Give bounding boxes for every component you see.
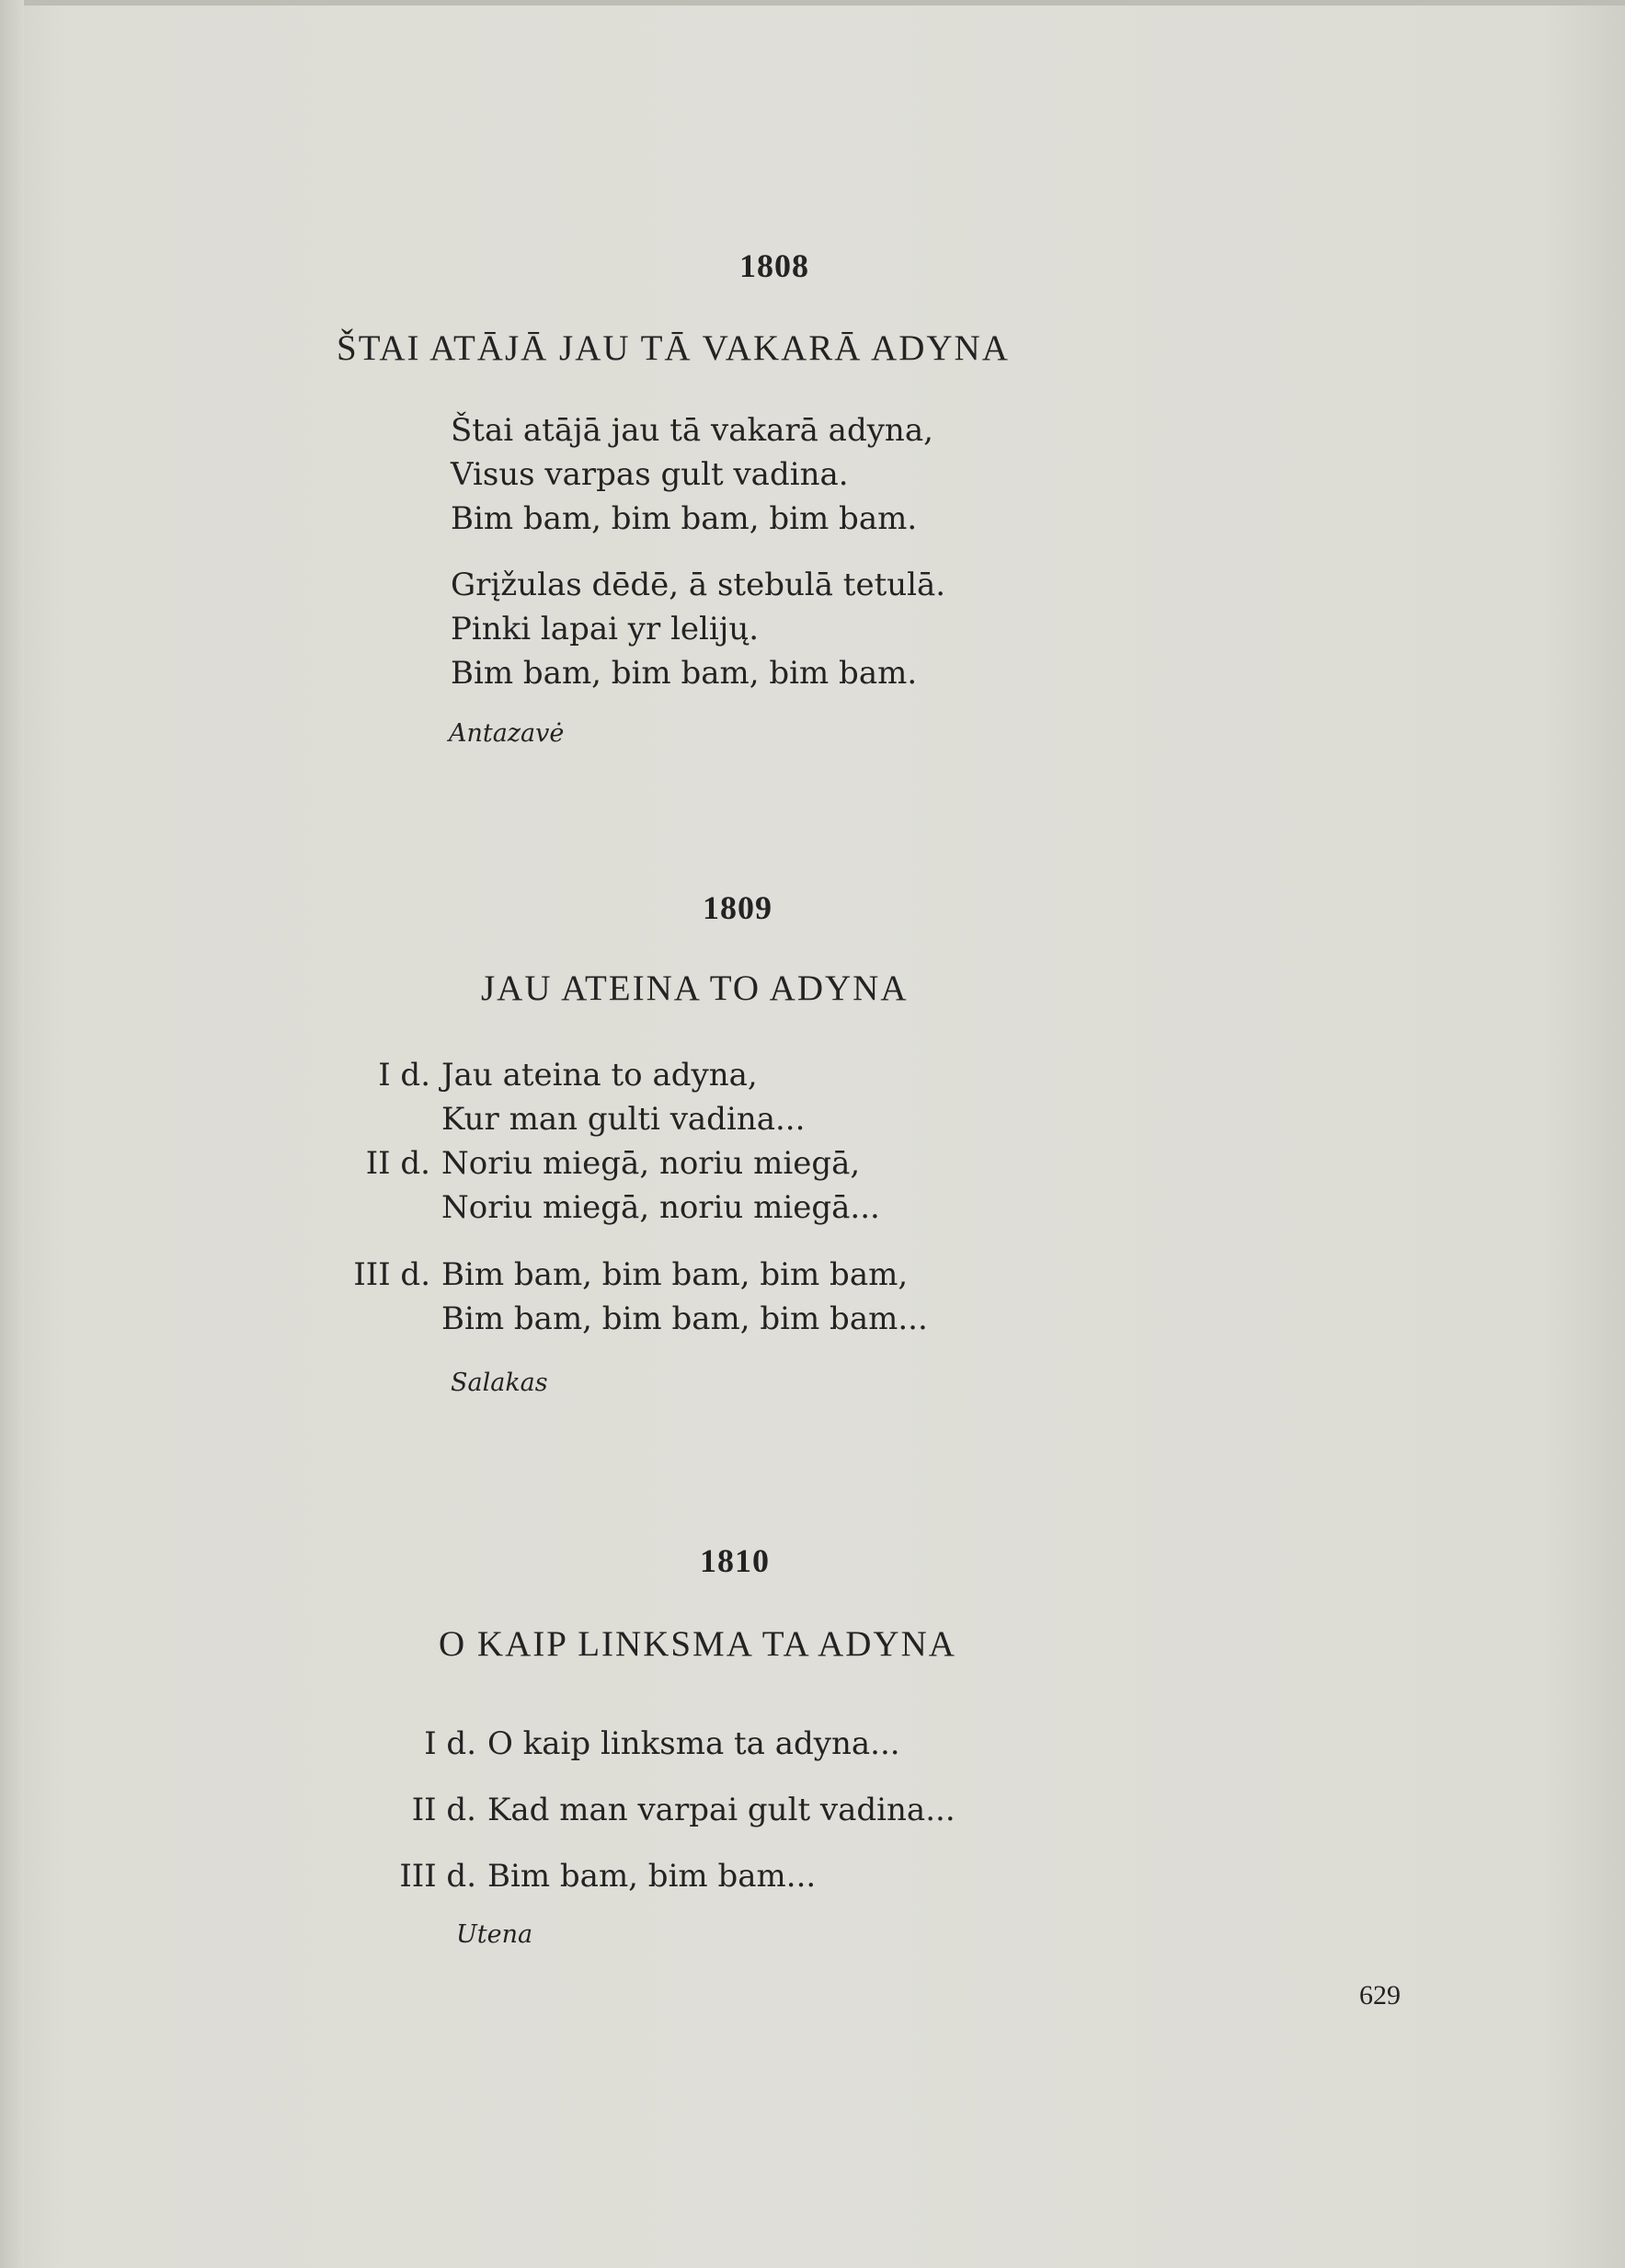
verse-text: Noriu miegā, noriu miegā...	[441, 1189, 880, 1226]
verse-text: Kur man gulti vadina...	[441, 1101, 806, 1138]
song-place: Salakas	[451, 1369, 548, 1397]
song-number: 1809	[703, 889, 772, 926]
song-place: Antazavė	[449, 719, 565, 748]
verse-line: Pinki lapai yr lelijų.	[451, 611, 760, 647]
verse-line: Grįžulas dēdē, ā stebulā tetulā.	[451, 567, 946, 603]
voice-mark: II d.	[411, 1792, 476, 1828]
song-title: O KAIP LINKSMA TA ADYNA	[439, 1624, 956, 1664]
page-number: 629	[1359, 1980, 1401, 2010]
verse-line	[384, 1843, 956, 1909]
verse-line	[338, 1141, 880, 1186]
voice-mark: I d.	[424, 1725, 476, 1762]
verse-line	[384, 1777, 956, 1843]
verse-line	[338, 1186, 880, 1230]
verse-line: Bim bam, bim bam, bim bam.	[451, 500, 918, 537]
verse-line	[338, 1053, 880, 1097]
page-top-edge	[0, 0, 1625, 6]
song-title: ŠTAI ATĀJĀ JAU TĀ VAKARĀ ADYNA	[337, 328, 1010, 368]
song-stanza	[338, 1053, 880, 1230]
song-stanza	[451, 563, 945, 695]
verse-line	[338, 1297, 928, 1341]
verse-text: Bim bam, bim bam...	[487, 1858, 817, 1895]
verse-text: Bim bam, bim bam, bim bam,	[441, 1256, 909, 1293]
song-stanza	[384, 1711, 956, 1909]
voice-mark: III d.	[353, 1256, 430, 1293]
song-place: Utena	[456, 1920, 533, 1949]
verse-text: O kaip linksma ta adyna...	[487, 1725, 900, 1762]
verse-text: Noriu miegā, noriu miegā,	[441, 1145, 861, 1182]
verse-line	[384, 1711, 956, 1777]
verse-text: Bim bam, bim bam, bim bam...	[441, 1300, 928, 1337]
verse-line: Bim bam, bim bam, bim bam.	[451, 655, 918, 692]
song-number: 1810	[700, 1542, 770, 1579]
verse-line: Visus varpas gult vadina.	[451, 456, 849, 493]
page-binding-edge	[0, 0, 24, 2268]
verse-line	[338, 1097, 880, 1141]
song-title: JAU ATEINA TO ADYNA	[481, 968, 909, 1008]
song-stanza	[451, 408, 933, 541]
song-stanza	[338, 1253, 928, 1341]
song-number: 1808	[739, 247, 809, 284]
voice-mark: I d.	[378, 1057, 430, 1094]
verse-text: Kad man varpai gult vadina...	[487, 1792, 956, 1828]
verse-line: Štai atājā jau tā vakarā adyna,	[451, 412, 933, 449]
voice-mark: II d.	[365, 1145, 430, 1182]
verse-line	[338, 1253, 928, 1297]
verse-text: Jau ateina to adyna,	[441, 1057, 758, 1094]
voice-mark: III d.	[399, 1858, 476, 1895]
